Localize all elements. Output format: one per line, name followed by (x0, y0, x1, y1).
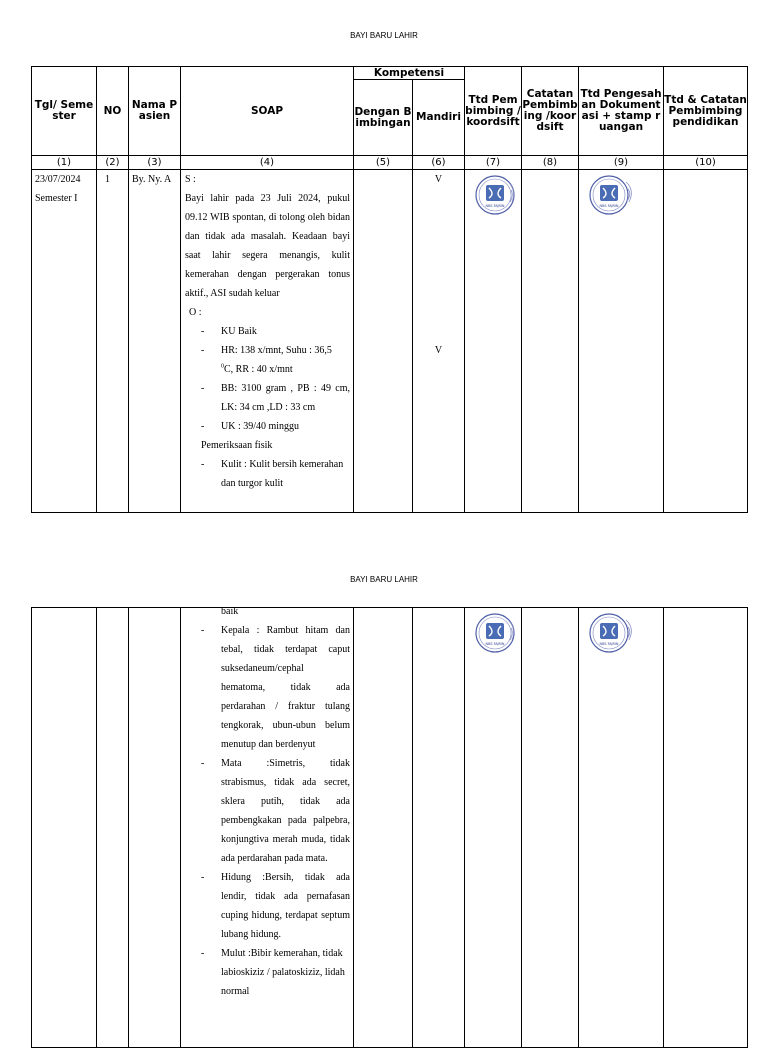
stamp-label: NBS FAJRIN (599, 204, 619, 208)
soap-kepala: - Kepala : Rambut hitam dan tebal, tidak terdapat caput suksedaneum/cephal hematoma, tidak ada perdarahan / fraktur tulang tengkorak, ubun-ubun belum menutup dan berdenyut (201, 621, 350, 754)
header-ttd-catatan-pendidikan: Ttd & Catatan Pembimbing pendidikan (664, 67, 748, 156)
column-number-6: (6) (413, 156, 465, 170)
mandiri-mark-o: V (434, 345, 443, 356)
entry-patient-cell (129, 170, 181, 513)
entry-date: 23/07/2024 (35, 174, 81, 185)
dengan-bimbingan-cell-cont (354, 608, 413, 1048)
soap-hidung: - Hidung :Bersih, tidak ada lendir, tidak ada pernafasan cuping hidung, terdapat septum lubang hidung. (201, 868, 350, 944)
soap-vitals (201, 341, 350, 379)
catatan-pembimbing-cell-cont (522, 608, 579, 1048)
soap-uk: - UK : 39/40 minggu (201, 417, 350, 436)
soap-mulut: - Mulut :Bibir kemerahan, tidak labioskiziz / palatoskiziz, lidah normal (201, 944, 350, 1001)
column-number-10: (10) (664, 156, 748, 170)
nbs-fajrin-stamp-logo (588, 612, 638, 656)
column-number-8: (8) (522, 156, 579, 170)
column-number-4: (4) (181, 156, 354, 170)
header-tgl-semester: Tgl/ Semester (32, 67, 97, 156)
soap-cell-cont (181, 608, 354, 1048)
header-no: NO (97, 67, 129, 156)
ttd-pengesahan-cell-cont (579, 608, 664, 1048)
header-catatan-pembimbing: Catatan Pembimbing /koordsift (522, 67, 579, 156)
soap-anthropometry: - BB: 3100 gram , PB : 49 cm, LK: 34 cm ,LD : 33 cm (201, 379, 350, 417)
ttd-pembimbing-cell (465, 170, 522, 513)
entry-date-cell (32, 170, 97, 513)
header-kompetensi: Kompetensi (354, 67, 465, 80)
soap-o-list (185, 322, 350, 436)
catatan-pembimbing-cell (522, 170, 579, 513)
nbs-fajrin-stamp-logo (474, 174, 518, 218)
column-number-2: (2) (97, 156, 129, 170)
page-title: BAYI BARU LAHIR (350, 31, 418, 40)
soap-vitals-a: HR: 138 x/mnt, Suhu : 36,5 (221, 345, 332, 356)
nbs-fajrin-stamp-logo (588, 174, 638, 218)
soap-o-label: O : (189, 307, 202, 318)
entry-semester: Semester I (35, 193, 78, 204)
stamp-label: NBS FAJRIN (599, 642, 619, 646)
logbook-table-page-1 (31, 66, 748, 513)
stamp-label: NBS FAJRIN (485, 642, 505, 646)
entry-no: 1 (105, 174, 110, 185)
nbs-fajrin-stamp-logo (474, 612, 518, 656)
entry-date-cell-cont (32, 608, 97, 1048)
header-soap: SOAP (181, 67, 354, 156)
column-number-1: (1) (32, 156, 97, 170)
logbook-table-page-2 (31, 607, 748, 1048)
ttd-pembimbing-cell-cont (465, 608, 522, 1048)
page-title-2: BAYI BARU LAHIR (350, 575, 418, 584)
soap-physical-list (185, 455, 350, 493)
header-dengan-bimbingan: Dengan Bimbingan (354, 80, 413, 156)
soap-s-label: S : (185, 174, 196, 185)
degree-mark: 0 (221, 363, 224, 370)
header-mandiri: Mandiri (413, 80, 465, 156)
entry-no-cell-cont (97, 608, 129, 1048)
column-number-5: (5) (354, 156, 413, 170)
soap-cell (181, 170, 354, 513)
soap-physical-list-cont (185, 621, 350, 1001)
soap-ku: - KU Baik (201, 322, 350, 341)
mandiri-mark-s: V (434, 174, 443, 185)
ttd-catatan-pendidikan-cell (664, 170, 748, 513)
header-nama-pasien: Nama Pasien (129, 67, 181, 156)
soap-pemeriksaan: Pemeriksaan fisik (201, 440, 273, 451)
soap-kulit: - Kulit : Kulit bersih kemerahan dan turgor kulit (201, 455, 350, 493)
mandiri-cell-cont (413, 608, 465, 1048)
header-ttd-pengesahan: Ttd Pengesahan Dokumentasi + stamp ruangan (579, 67, 664, 156)
stamp-label: NBS FAJRIN (485, 204, 505, 208)
ttd-catatan-pendidikan-cell-cont (664, 608, 748, 1048)
dengan-bimbingan-cell (354, 170, 413, 513)
column-number-3: (3) (129, 156, 181, 170)
entry-patient-cell-cont (129, 608, 181, 1048)
mandiri-cell (413, 170, 465, 513)
soap-s-text: Bayi lahir pada 23 Juli 2024, pukul 09.12 WIB spontan, di tolong oleh bidan dan tidak ada masalah. Keadaan bayi saat lahir segera menangis, kulit kemerahan dengan pergerakan tonus aktif., ASI sudah keluar (185, 193, 350, 299)
entry-patient: By. Ny. A (132, 174, 172, 185)
soap-kulit-cont: baik (221, 606, 239, 617)
column-number-7: (7) (465, 156, 522, 170)
ttd-pengesahan-cell (579, 170, 664, 513)
soap-mata: - Mata :Simetris, tidak strabismus, tidak ada secret, sklera putih, tidak ada pembengkakan pada palpebra, konjungtiva merah muda, tidak ada perdarahan pada mata. (201, 754, 350, 868)
soap-vitals-b: C, RR : 40 x/mnt (224, 364, 293, 375)
header-ttd-pembimbing: Ttd Pembimbing /koordsift (465, 67, 522, 156)
entry-no-cell (97, 170, 129, 513)
column-number-9: (9) (579, 156, 664, 170)
